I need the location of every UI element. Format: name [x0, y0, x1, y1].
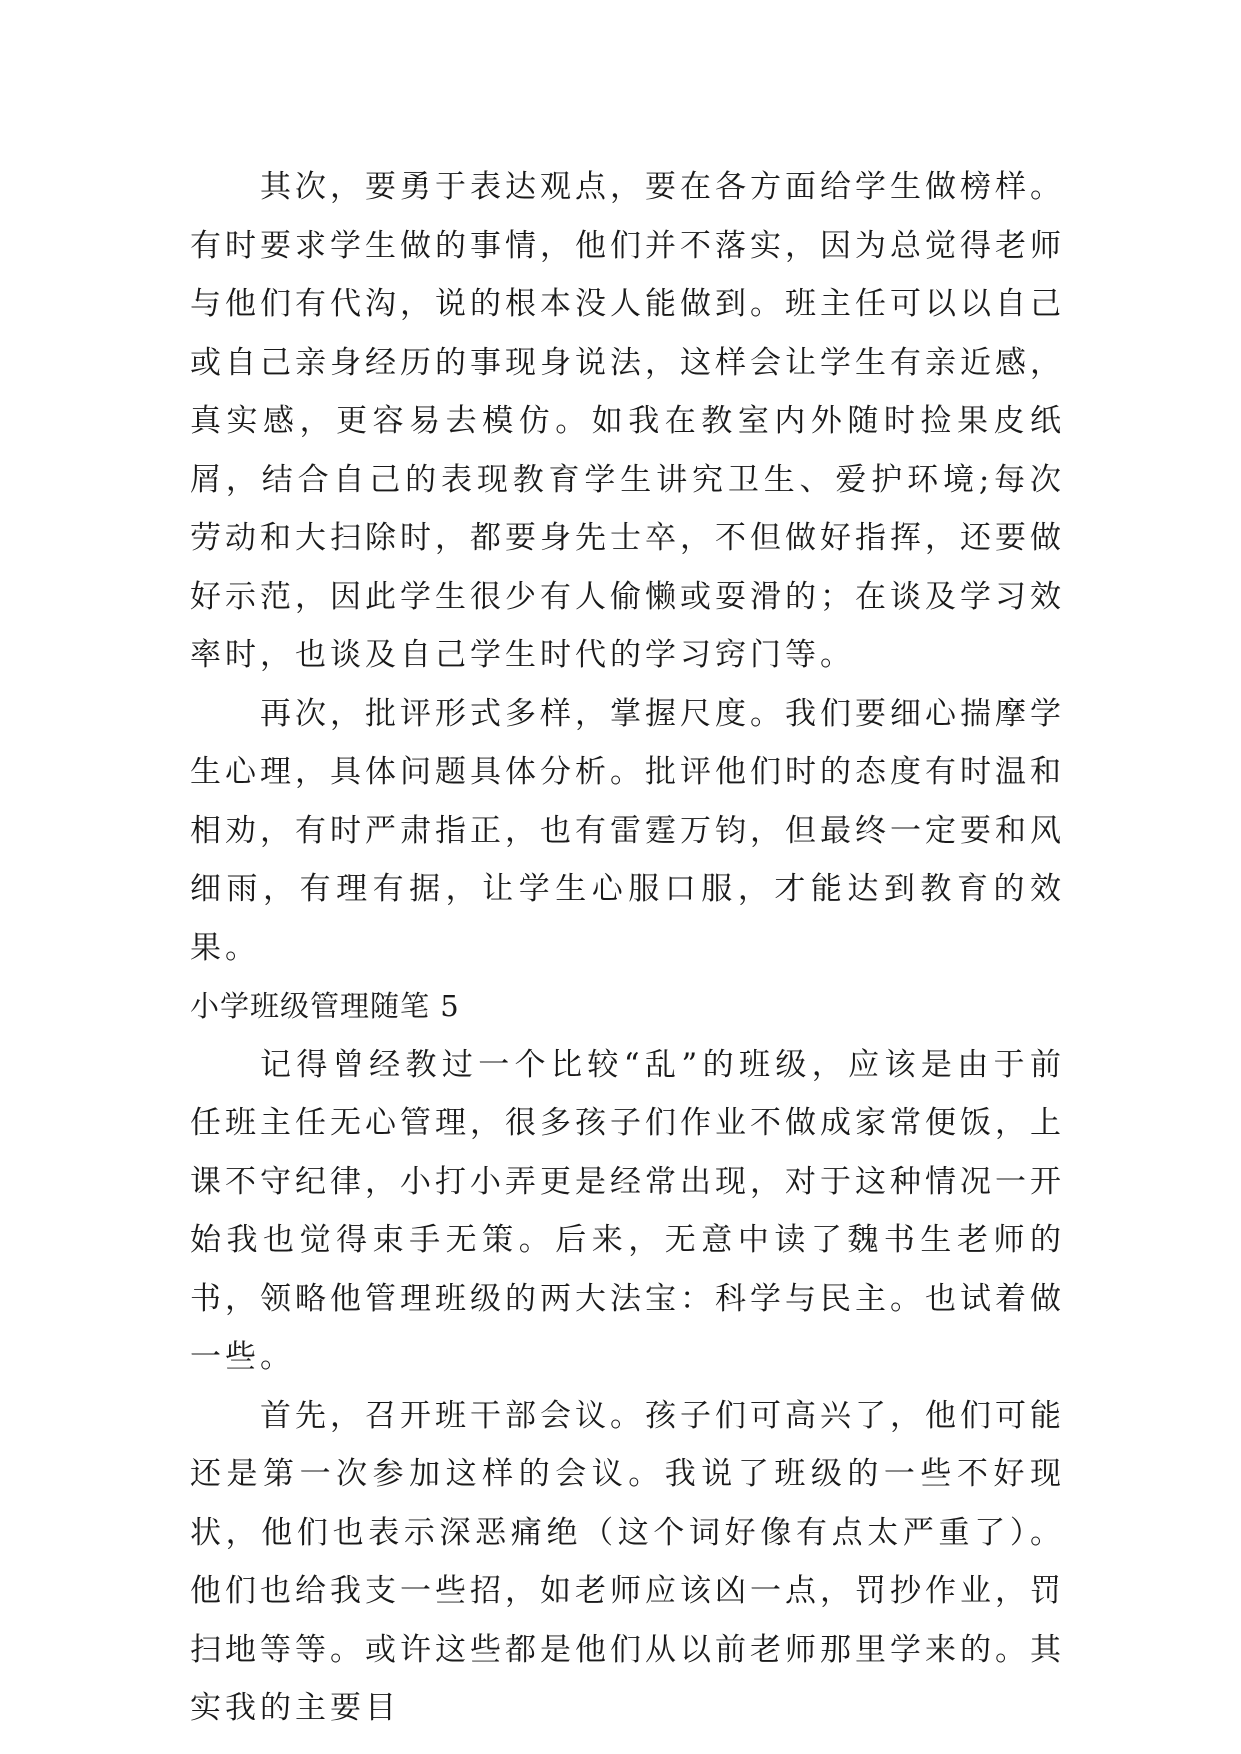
paragraph-role-model: 其次，要勇于表达观点，要在各方面给学生做榜样。有时要求学生做的事情，他们并不落实，因为总觉得老师与他们有代沟，说的根本没人能做到。班主任可以以自己或自己亲身经历的事现身说法，这样会让学生有亲近感，真实感，更容易去模仿。如我在教室内外随时捡果皮纸屑，结合自己的表现教育学生讲究卫生、爱护环境;每次劳动和大扫除时，都要身先士卒，不但做好指挥，还要做好示范，因此学生很少有人偷懒或耍滑的；在谈及学习效率时，也谈及自己学生时代的学习窍门等。	[190, 169, 1065, 673]
paragraph-chaotic-class: 记得曾经教过一个比较“乱”的班级，应该是由于前任班主任无心管理，很多孩子们作业不做成家常便饭，上课不守纪律，小打小弄更是经常出现，对于这种情况一开始我也觉得束手无策。后来，无意中读了魏书生老师的书，领略他管理班级的两大法宝：科学与民主。也试着做一些。	[190, 1046, 1065, 1375]
paragraph-class-meeting: 首先，召开班干部会议。孩子们可高兴了，他们可能还是第一次参加这样的会议。我说了班级的一些不好现状，他们也表示深恶痛绝（这个词好像有点太严重了）。他们也给我支一些招，如老师应该凶一点，罚抄作业，罚扫地等等。或许这些都是他们从以前老师那里学来的。其实我的主要目	[190, 1397, 1065, 1726]
document-body	[190, 158, 1065, 1738]
paragraph-criticism: 再次，批评形式多样，掌握尺度。我们要细心揣摩学生心理，具体问题具体分析。批评他们时的态度有时温和相劝，有时严肃指正，也有雷霆万钧，但最终一定要和风细雨，有理有据，让学生心服口服，才能达到教育的效果。	[190, 695, 1065, 966]
section-heading: 小学班级管理随笔 5	[190, 989, 460, 1023]
